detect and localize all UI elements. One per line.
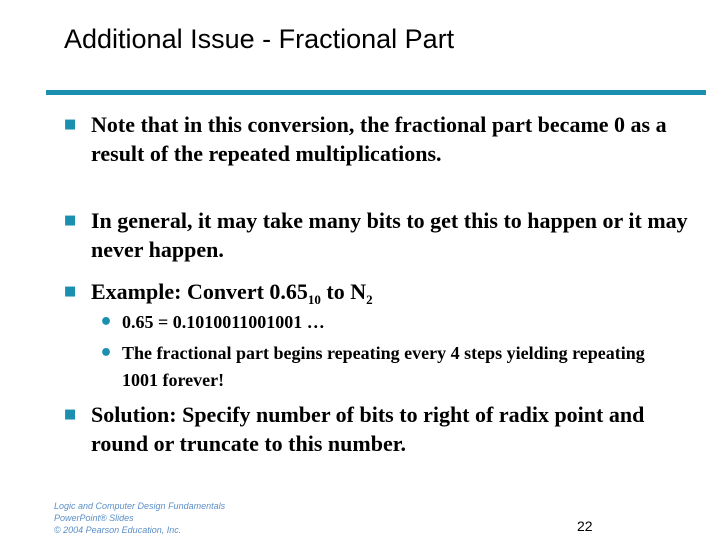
subbullet-repeating-text: The fractional part begins repeating every 4 steps yielding repeating 1001 forever! xyxy=(122,343,645,390)
bullet-solution xyxy=(64,400,691,458)
base-subscript: 10 xyxy=(307,292,321,307)
square-bullet-icon: ■ xyxy=(64,284,77,299)
slide-title: Additional Issue - Fractional Part xyxy=(64,24,455,54)
title-divider xyxy=(46,90,706,95)
bullet-solution-text: Solution: Specify number of bits to right of radix point and round or truncate to this number. xyxy=(91,402,645,456)
bullet-note-text: Note that in this conversion, the fractional part became 0 as a result of the repeated multiplications. xyxy=(91,112,667,166)
page-number: 22 xyxy=(577,518,593,534)
dot-bullet-icon: • xyxy=(99,310,114,335)
bullet-note xyxy=(64,110,691,168)
bullet-general xyxy=(64,206,691,264)
footer-credit xyxy=(54,500,225,536)
subbullet-expansion xyxy=(99,309,682,336)
bullet-example-mid: to N xyxy=(320,279,367,304)
square-bullet-icon: ■ xyxy=(64,213,77,228)
footer-line-2: PowerPoint® Slides xyxy=(54,513,134,523)
footer-line-1: Logic and Computer Design Fundamentals xyxy=(54,501,226,511)
subbullet-expansion-text: 0.65 = 0.1010011001001 … xyxy=(122,312,325,332)
base-subscript: 2 xyxy=(366,292,373,307)
dot-bullet-icon: • xyxy=(99,341,114,366)
bullet-general-text: In general, it may take many bits to get this to happen or it may never happen. xyxy=(91,208,688,262)
square-bullet-icon: ■ xyxy=(64,407,77,422)
square-bullet-icon: ■ xyxy=(64,117,77,132)
bullet-example-prefix: Example: Convert 0.65 xyxy=(91,279,308,304)
footer-line-3: © 2004 Pearson Education, Inc. xyxy=(54,525,182,535)
subbullet-repeating xyxy=(99,340,682,394)
